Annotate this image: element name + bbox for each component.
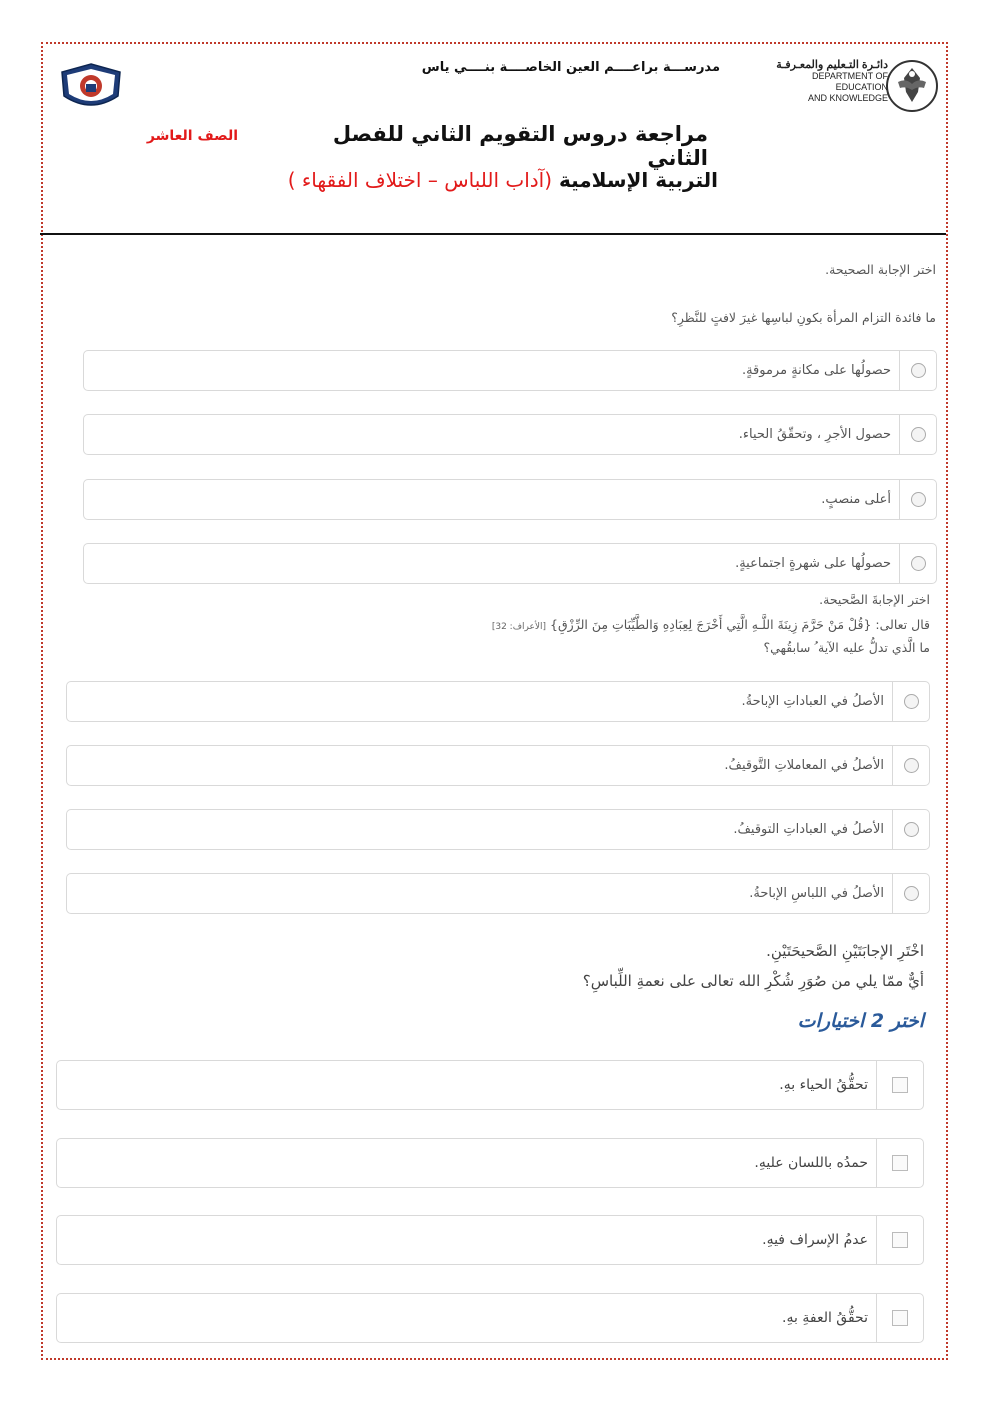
q1-instruction: اختر الإجابة الصحيحة.	[825, 262, 936, 277]
q2-option-4-label: الأصلُ في اللباسِ الإباحةُ.	[749, 886, 884, 901]
radio-icon[interactable]	[892, 682, 929, 721]
radio-icon[interactable]	[899, 351, 936, 390]
subject-line	[240, 168, 718, 192]
radio-icon[interactable]	[899, 544, 936, 583]
q3-option-4[interactable]	[56, 1293, 924, 1343]
dept-name-en-line2: AND KNOWLEDGE	[807, 93, 888, 103]
q2-verse-text: قال تعالى: {قُلْ مَنْ حَرَّمَ زِينَةَ اللَّـهِ الَّتِي أَخْرَجَ لِعِبَادِهِ وَالطَّيِّبَاتِ مِنَ الرِّزْقِ}	[550, 617, 930, 632]
q2-option-4[interactable]	[66, 873, 930, 914]
q2-stem: ما الَّذي تدلُّ عليه الآية ُ سابقُهي؟	[763, 640, 930, 655]
checkbox-icon[interactable]	[876, 1139, 923, 1187]
q1-option-2[interactable]	[83, 414, 937, 455]
dept-name-en-line1: DEPARTMENT OF EDUCATION	[811, 71, 888, 92]
school-name: مدرســـة براعــــم العين الخاصــــة بنــــي ياس	[421, 60, 720, 75]
q3-option-1[interactable]	[56, 1060, 924, 1110]
page-title: مراجعة دروس التقويم الثاني للفصل الثاني	[332, 122, 708, 170]
q2-option-3[interactable]	[66, 809, 930, 850]
q3-instruction: اخْتَرِ الإجابَتَيْنِ الصَّحيحَتَيْنِ.	[766, 942, 924, 960]
checkbox-icon[interactable]	[876, 1061, 923, 1109]
q2-option-1[interactable]	[66, 681, 930, 722]
q3-option-2[interactable]	[56, 1138, 924, 1188]
q1-option-4[interactable]	[83, 543, 937, 584]
q3-option-4-label: تحقُّقُ العفةِ بهِ.	[782, 1310, 868, 1326]
q3-option-3-label: عدمُ الإسراف فيهِ.	[762, 1232, 868, 1248]
radio-icon[interactable]	[899, 415, 936, 454]
subject-name: التربية الإسلامية	[558, 168, 718, 192]
falcon-emblem-icon	[884, 58, 940, 114]
checkbox-icon[interactable]	[876, 1216, 923, 1264]
subject-topics: (آداب اللباس – اختلاف الفقهاء )	[287, 168, 553, 192]
radio-icon[interactable]	[892, 874, 929, 913]
q1-option-2-label: حصول الأجرِ ، وتحقّقُ الحياء.	[738, 427, 891, 442]
q2-option-3-label: الأصلُ في العباداتِ التوقيفُ.	[733, 822, 884, 837]
q1-option-4-label: حصولُها على شهرةٍ اجتماعيةٍ.	[735, 556, 891, 571]
q1-option-1-label: حصولُها على مكانةٍ مرموقةٍ.	[741, 363, 891, 378]
dept-name	[762, 60, 888, 104]
q2-instruction: اختر الإجابةَ الصَّحيحة.	[819, 592, 930, 607]
q1-option-3-label: أعلى منصبٍ.	[821, 492, 891, 507]
q1-option-1[interactable]	[83, 350, 937, 391]
grade-label: الصف العاشر	[146, 128, 238, 144]
radio-icon[interactable]	[899, 480, 936, 519]
q2-option-1-label: الأصلُ في العباداتِ الإباحةُ.	[741, 694, 884, 709]
q2-option-2-label: الأصلُ في المعاملاتِ التَّوقيفُ.	[724, 758, 884, 773]
q3-option-3[interactable]	[56, 1215, 924, 1265]
checkbox-icon[interactable]	[876, 1294, 923, 1342]
school-logo	[58, 62, 124, 114]
q2-verse	[492, 617, 930, 632]
q3-choose-count-note: اختر 2 اختيارات	[797, 1010, 924, 1032]
q3-option-2-label: حمدُه باللسان عليهِ.	[754, 1155, 868, 1171]
radio-icon[interactable]	[892, 810, 929, 849]
header-divider	[40, 233, 946, 235]
q3-stem: أيٌّ ممّا يلي من صُوَرِ شُكْرِ الله تعالى على نعمةِ اللِّباسِ؟	[582, 972, 924, 990]
q2-verse-ref: [الأعراف: 32]	[491, 622, 547, 632]
q1-option-3[interactable]	[83, 479, 937, 520]
q3-option-1-label: تحقُّقُ الحياء بهِ.	[779, 1077, 868, 1093]
radio-icon[interactable]	[892, 746, 929, 785]
dept-name-ar: دائـرة التـعليم والمعـرفـة	[776, 59, 888, 71]
q2-option-2[interactable]	[66, 745, 930, 786]
q1-stem: ما فائدة التزام المرأة بكونِ لباسِها غيرَ لافتٍ للنَّظرِ؟	[671, 310, 936, 325]
